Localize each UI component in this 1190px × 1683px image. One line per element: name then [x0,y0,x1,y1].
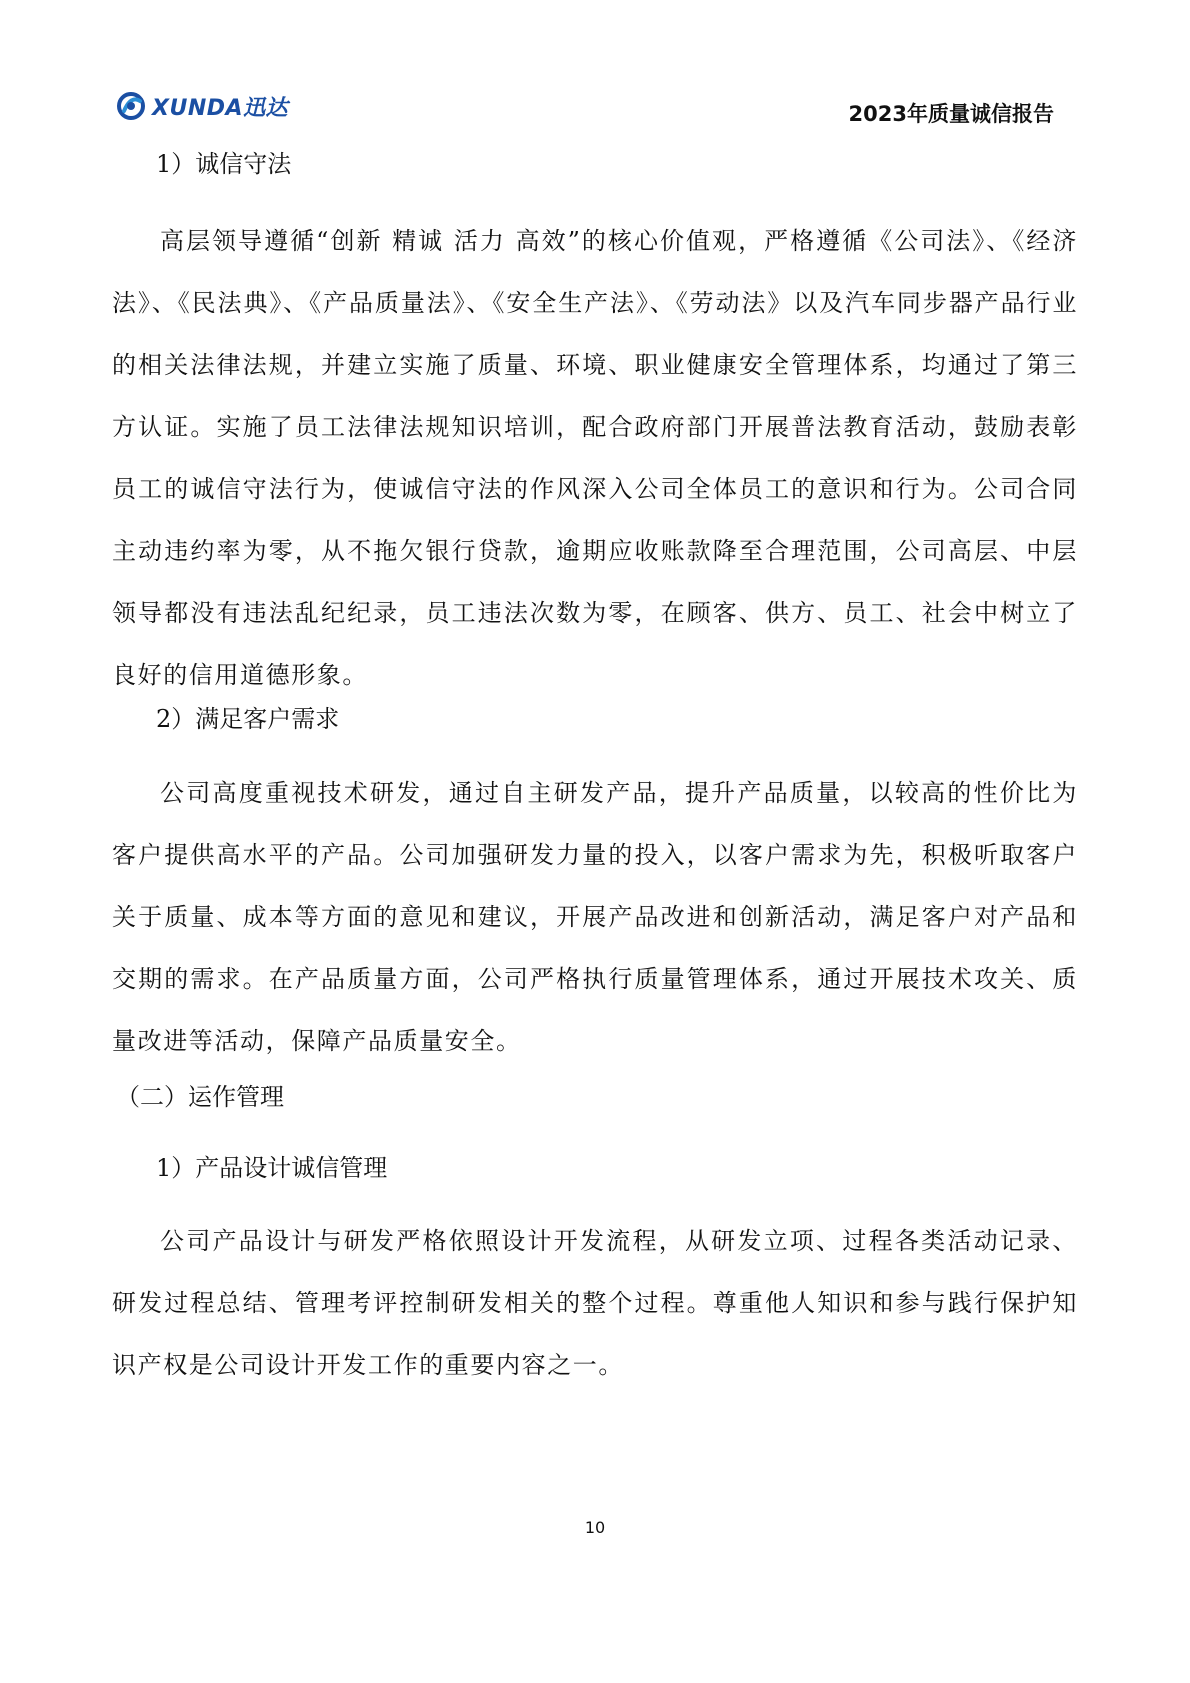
xunda-logo-icon [116,91,146,121]
paragraph-customer-needs: 公司高度重视技术研发，通过自主研发产品，提升产品质量，以较高的性价比为客户提供高水平的产品。公司加强研发力量的投入，以客户需求为先，积极听取客户关于质量、成本等方面的意见和建议，开展产品改进和创新活动，满足客户对产品和交期的需求。在产品质量方面，公司严格执行质量管理体系，通过开展技术攻关、质量改进等活动，保障产品质量安全。 [112,779,1078,1055]
section-heading-operations: （二）运作管理 [116,1083,284,1111]
logo-text: XUNDA迅达 [152,95,289,121]
page-number: 10 [584,1518,606,1537]
page-header [112,84,1072,134]
paragraph-integrity: 高层领导遵循“创新 精诚 活力 高效”的核心价值观，严格遵循《公司法》、《经济法》、《民法典》、《产品质量法》、《安全生产法》、《劳动法》以及汽车同步器产品行业的相关法律法规，并建立实施了质量、环境、职业健康安全管理体系，均通过了第三方认证。实施了员工法律法规知识培训，配合政府部门开展普法教育活动，鼓励表彰员工的诚信守法行为，使诚信守法的作风深入公司全体员工的意识和行为。公司合同主动违约率为零，从不拖欠银行贷款，逾期应收账款降至合理范围，公司高层、中层领导都没有违法乱纪纪录，员工违法次数为零，在顾客、供方、员工、社会中树立了良好的信用道德形象。 [112,227,1078,689]
report-title: 2023年质量诚信报告 [848,102,1054,126]
section-heading-customer-needs: 2）满足客户需求 [156,705,340,733]
company-logo [116,90,288,122]
section-heading-integrity: 1）诚信守法 [156,150,292,178]
paragraph-design-integrity: 公司产品设计与研发严格依照设计开发流程，从研发立项、过程各类活动记录、研发过程总结、管理考评控制研发相关的整个过程。尊重他人知识和参与践行保护知识产权是公司设计开发工作的重要内容之一。 [112,1227,1078,1379]
section-heading-design-integrity: 1）产品设计诚信管理 [156,1154,388,1182]
